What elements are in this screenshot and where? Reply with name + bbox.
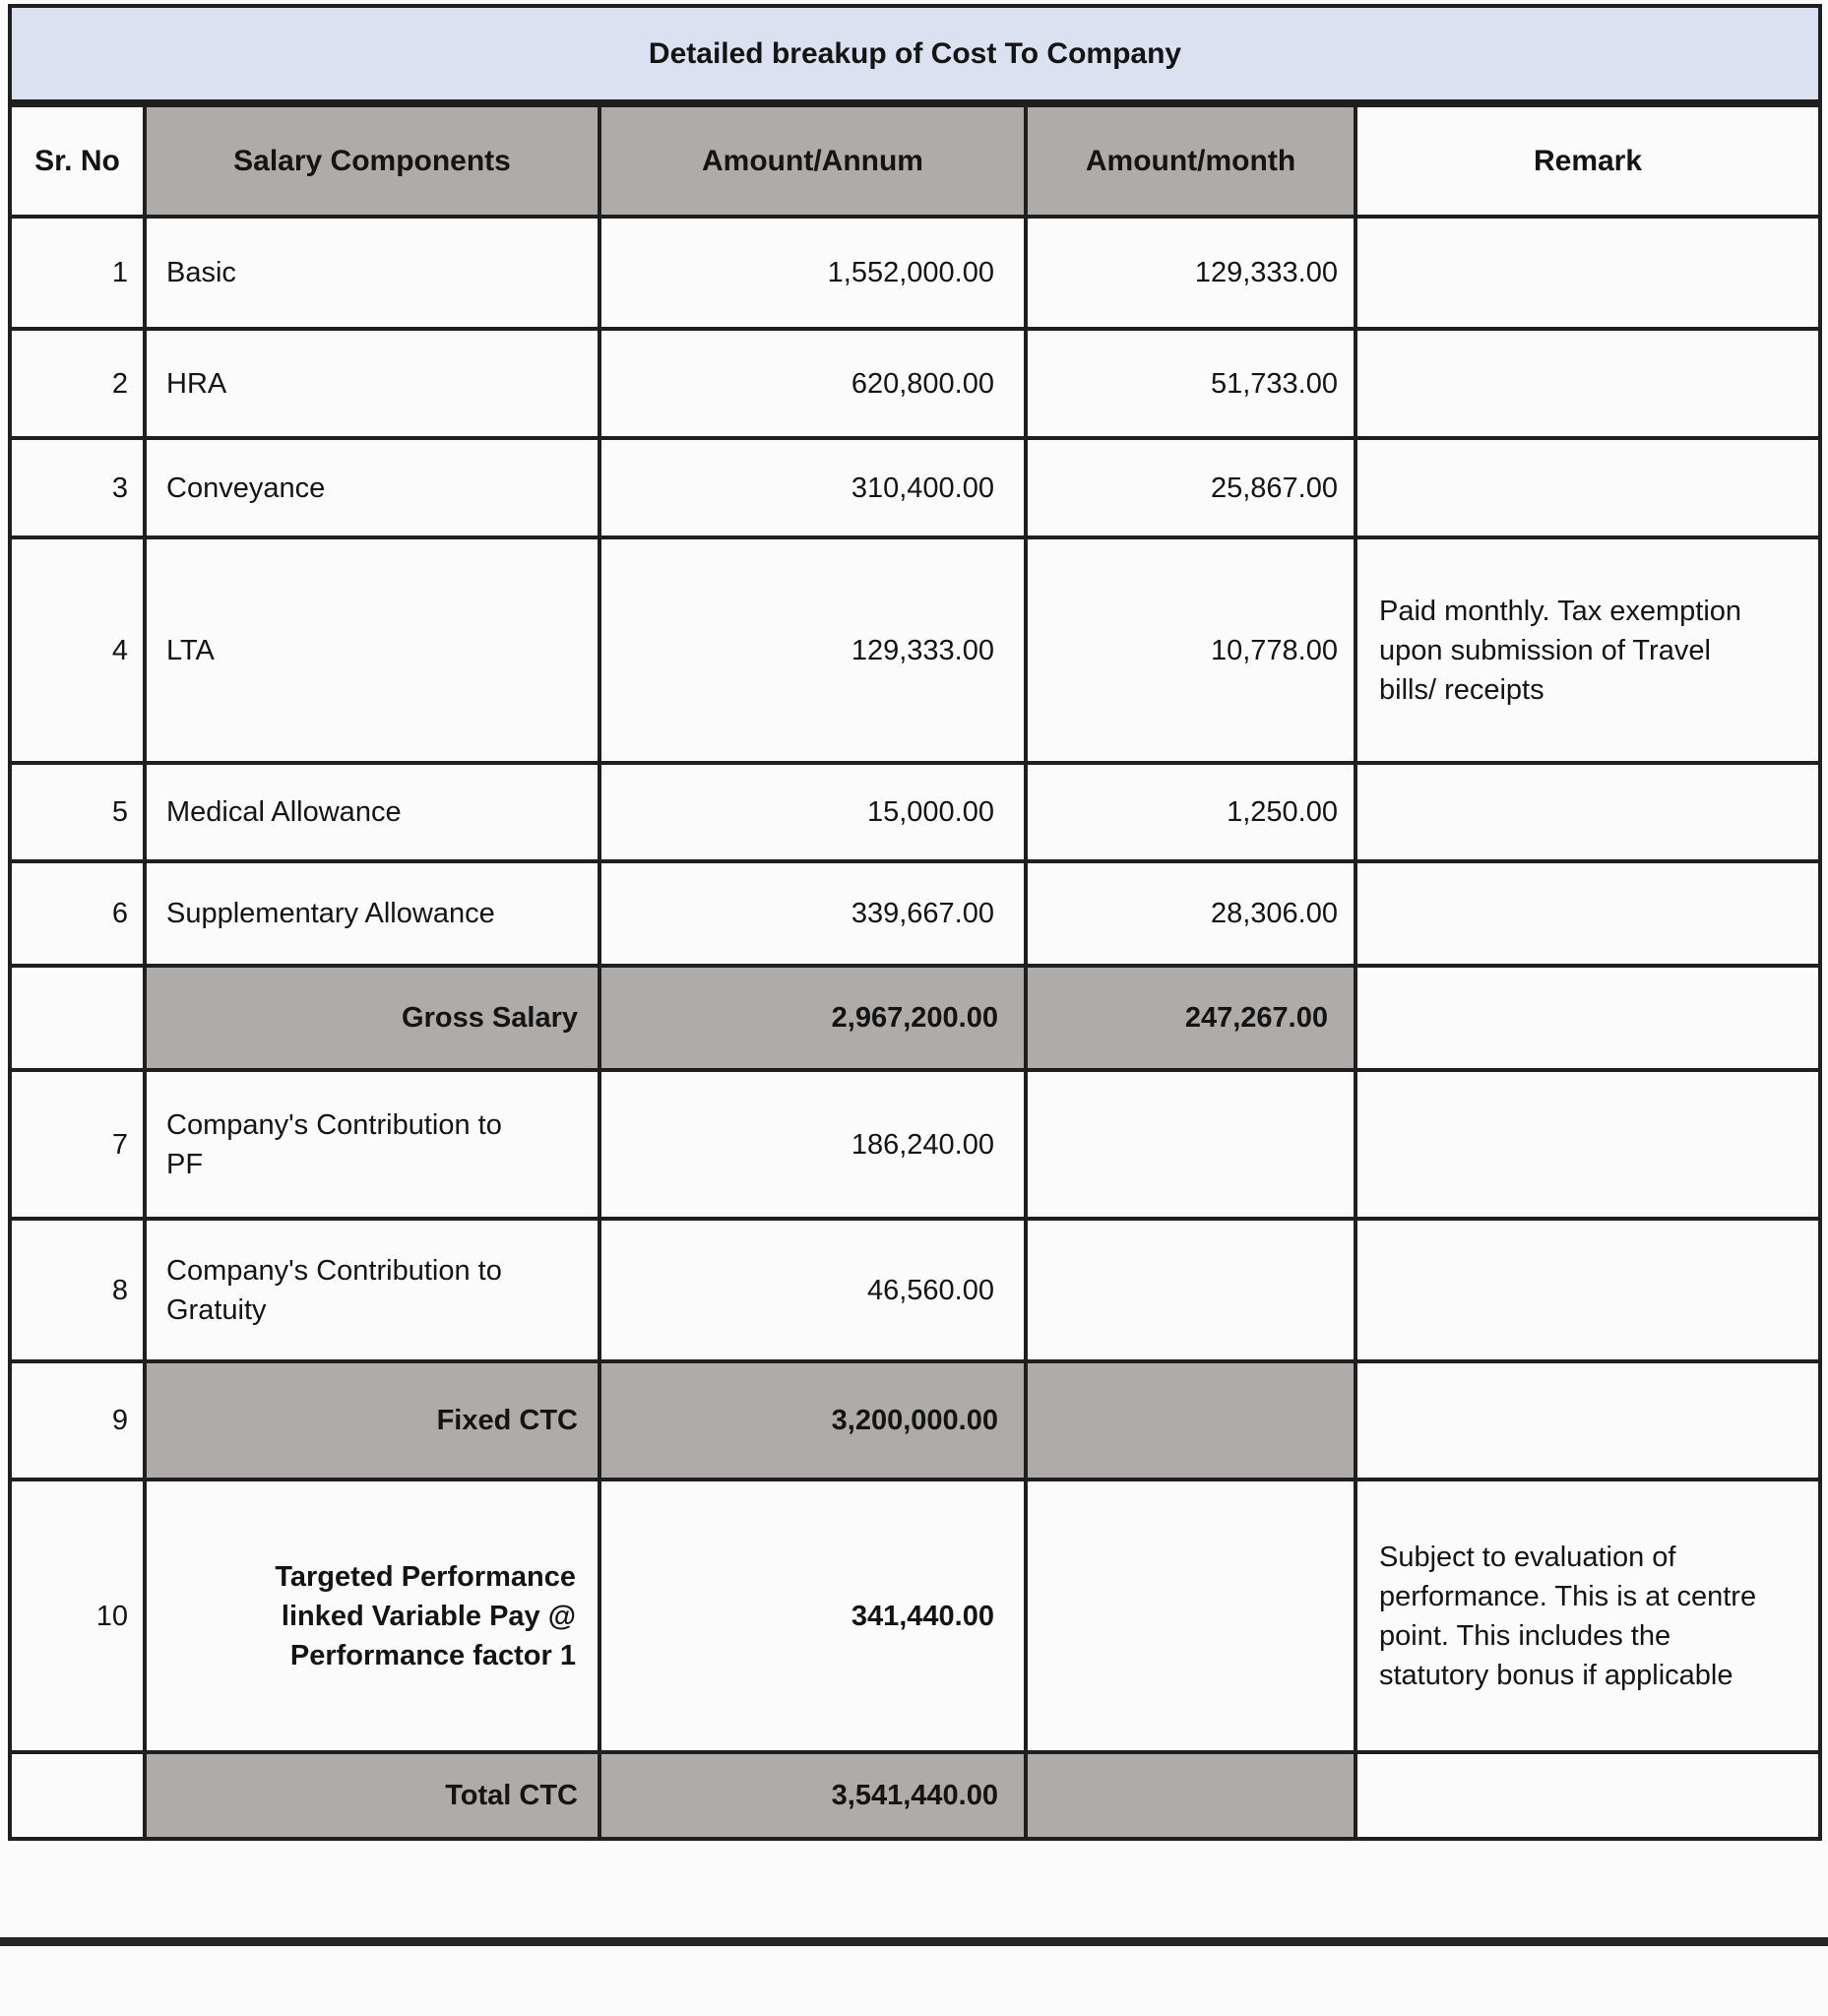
summary-row xyxy=(10,1361,1820,1480)
cell-remark xyxy=(1355,1361,1820,1480)
cell-component: Company's Contribution to PF xyxy=(145,1070,599,1219)
table-row xyxy=(10,763,1820,861)
column-header-amount-month: Amount/month xyxy=(1026,103,1355,217)
cell-sr-no xyxy=(10,966,145,1070)
cell-amount-annum: 2,967,200.00 xyxy=(599,966,1026,1070)
cell-component: Supplementary Allowance xyxy=(145,861,599,966)
cell-amount-month: 28,306.00 xyxy=(1026,861,1355,966)
cell-amount-annum: 339,667.00 xyxy=(599,861,1026,966)
cell-remark xyxy=(1355,763,1820,861)
cell-amount-annum: 1,552,000.00 xyxy=(599,217,1026,329)
cell-amount-month xyxy=(1026,1070,1355,1219)
cell-remark xyxy=(1355,861,1820,966)
summary-row xyxy=(10,966,1820,1070)
summary-row xyxy=(10,1752,1820,1839)
cell-amount-month: 10,778.00 xyxy=(1026,537,1355,763)
column-header-amount-annum: Amount/Annum xyxy=(599,103,1026,217)
component-label: Targeted Performance linked Variable Pay @ Performance factor 1 xyxy=(275,1560,576,1671)
cell-amount-month: 1,250.00 xyxy=(1026,763,1355,861)
cell-amount-month: 247,267.00 xyxy=(1026,966,1355,1070)
table-title: Detailed breakup of Cost To Company xyxy=(10,6,1820,103)
cell-component: Gross Salary xyxy=(145,966,599,1070)
cell-amount-annum: 46,560.00 xyxy=(599,1219,1026,1361)
cell-sr-no: 9 xyxy=(10,1361,145,1480)
cell-amount-month: 51,733.00 xyxy=(1026,329,1355,438)
cell-remark xyxy=(1355,1752,1820,1839)
cell-amount-month xyxy=(1026,1480,1355,1752)
cell-sr-no xyxy=(10,1752,145,1839)
cell-amount-month xyxy=(1026,1752,1355,1839)
cell-component: LTA xyxy=(145,537,599,763)
bottom-rule xyxy=(0,1937,1828,1946)
column-header-remark: Remark xyxy=(1355,103,1820,217)
empty-row xyxy=(10,1839,1820,1937)
cell-amount-annum: 129,333.00 xyxy=(599,537,1026,763)
ctc-breakup-table xyxy=(8,4,1822,1937)
table-row xyxy=(10,537,1820,763)
cell-remark xyxy=(1355,329,1820,438)
cell-amount-annum: 310,400.00 xyxy=(599,438,1026,537)
cell-remark: Subject to evaluation of performance. This is at centre point. This includes the statutory bonus if applicable xyxy=(1355,1480,1820,1752)
table-row xyxy=(10,861,1820,966)
cell-remark xyxy=(1355,438,1820,537)
cell-component: Basic xyxy=(145,217,599,329)
cell-component: Conveyance xyxy=(145,438,599,537)
column-header-salary-components: Salary Components xyxy=(145,103,599,217)
cell-amount-month xyxy=(1026,1219,1355,1361)
title-row xyxy=(10,6,1820,103)
table-row xyxy=(10,1070,1820,1219)
cell-component xyxy=(145,1480,599,1752)
cell-sr-no: 5 xyxy=(10,763,145,861)
cell-amount-annum xyxy=(599,1839,1026,1937)
cell-amount-annum: 15,000.00 xyxy=(599,763,1026,861)
cell-sr-no: 2 xyxy=(10,329,145,438)
header-row xyxy=(10,103,1820,217)
cell-amount-month: 25,867.00 xyxy=(1026,438,1355,537)
cell-sr-no: 10 xyxy=(10,1480,145,1752)
cell-sr-no: 6 xyxy=(10,861,145,966)
table-row xyxy=(10,1480,1820,1752)
cell-sr-no xyxy=(10,1839,145,1937)
cell-sr-no: 3 xyxy=(10,438,145,537)
cell-amount-month xyxy=(1026,1839,1355,1937)
cell-amount-annum: 3,541,440.00 xyxy=(599,1752,1026,1839)
table-row xyxy=(10,217,1820,329)
cell-component: Company's Contribution to Gratuity xyxy=(145,1219,599,1361)
cell-component xyxy=(145,1839,599,1937)
cell-remark xyxy=(1355,1070,1820,1219)
cell-amount-annum: 186,240.00 xyxy=(599,1070,1026,1219)
cell-component: Fixed CTC xyxy=(145,1361,599,1480)
cell-sr-no: 4 xyxy=(10,537,145,763)
table-row xyxy=(10,1219,1820,1361)
cell-amount-annum: 620,800.00 xyxy=(599,329,1026,438)
cell-remark: Paid monthly. Tax exemption upon submission of Travel bills/ receipts xyxy=(1355,537,1820,763)
cell-remark xyxy=(1355,1219,1820,1361)
cell-component: Total CTC xyxy=(145,1752,599,1839)
cell-sr-no: 7 xyxy=(10,1070,145,1219)
cell-remark xyxy=(1355,1839,1820,1937)
cell-amount-month xyxy=(1026,1361,1355,1480)
cell-sr-no: 1 xyxy=(10,217,145,329)
table-row xyxy=(10,438,1820,537)
cell-remark xyxy=(1355,966,1820,1070)
cell-amount-month: 129,333.00 xyxy=(1026,217,1355,329)
cell-component: HRA xyxy=(145,329,599,438)
cell-sr-no: 8 xyxy=(10,1219,145,1361)
cell-remark xyxy=(1355,217,1820,329)
table-row xyxy=(10,329,1820,438)
column-header-sr-no: Sr. No xyxy=(10,103,145,217)
cell-amount-annum: 3,200,000.00 xyxy=(599,1361,1026,1480)
cell-amount-annum: 341,440.00 xyxy=(599,1480,1026,1752)
cell-component: Medical Allowance xyxy=(145,763,599,861)
